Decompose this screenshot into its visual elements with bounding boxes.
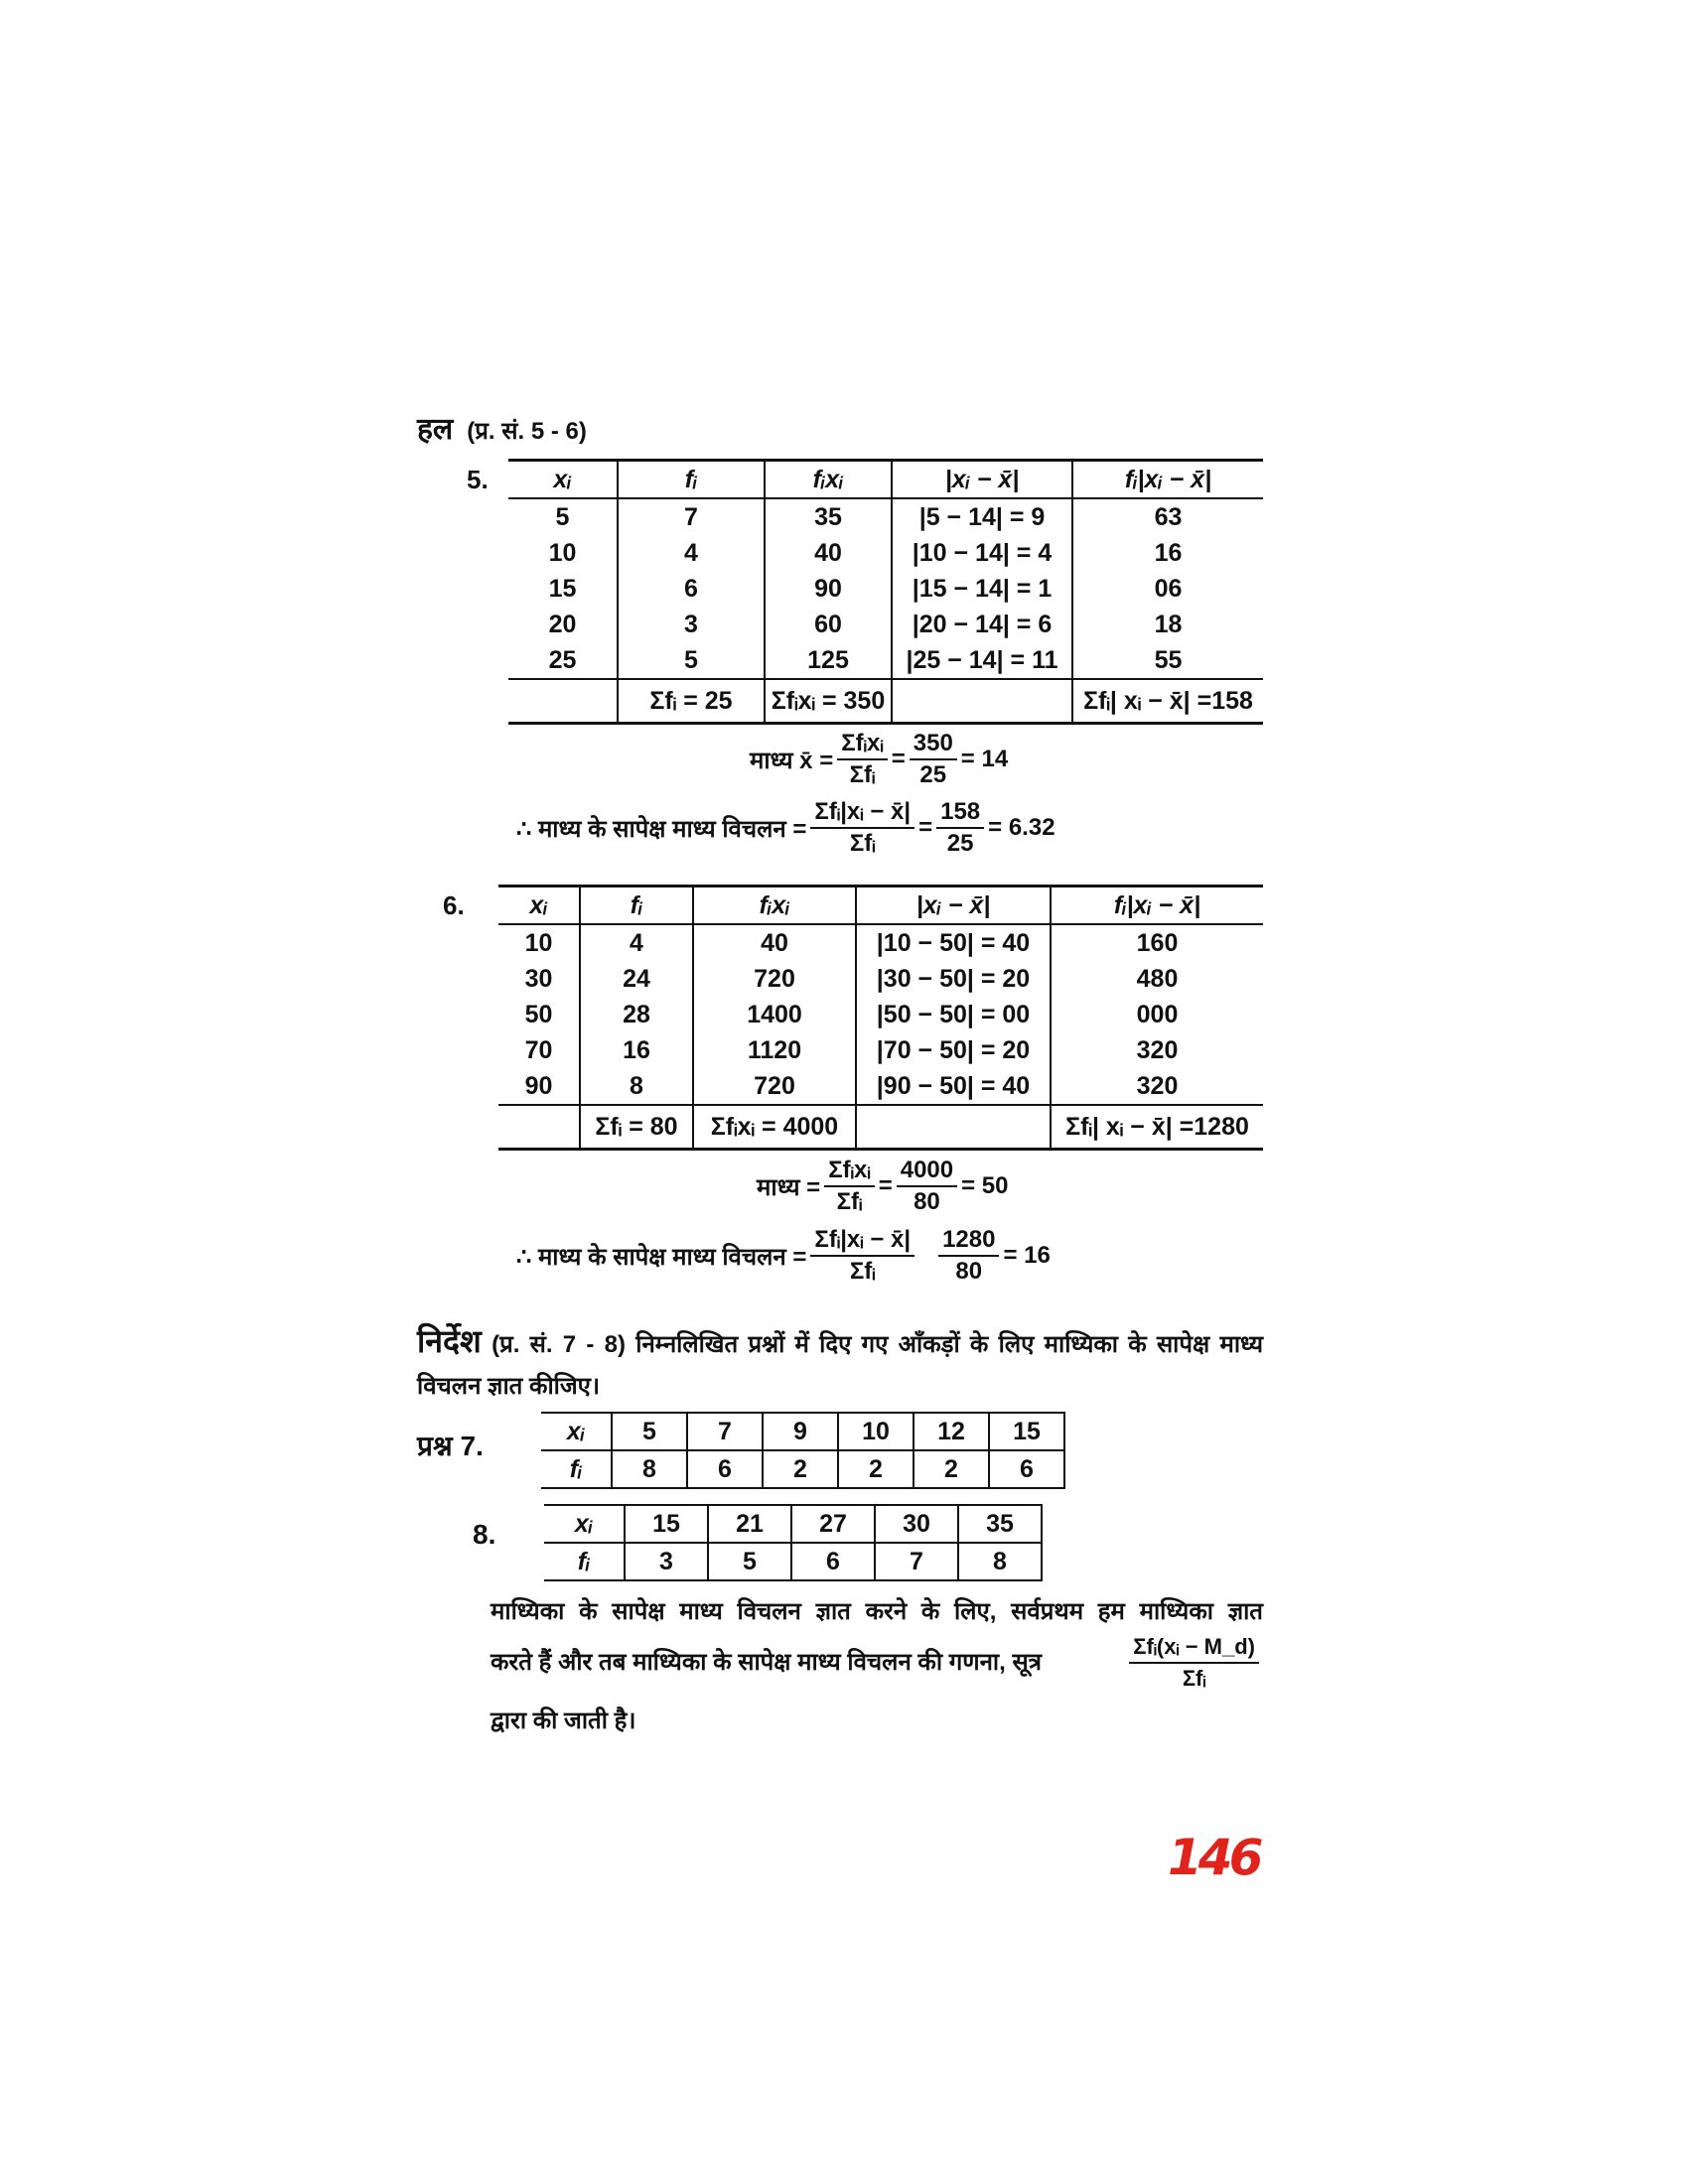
fraction-numerator: Σfᵢ|xᵢ − x̄| (810, 1225, 914, 1257)
directions-text: (प्र. सं. 7 - 8) निम्नलिखित प्रश्नों में दिए गए आँकड़ों के लिए माध्यिका के सापेक्ष माध्य विचलन ज्ञात कीजिए। (417, 1331, 1263, 1400)
table-cell: |25 − 14| = 11 (892, 642, 1072, 679)
grid-cell: 8 (958, 1543, 1042, 1580)
sum-cell (856, 1105, 1051, 1150)
fraction-numerator: Σfᵢ|xᵢ − x̄| (810, 797, 914, 829)
table-cell: 125 (765, 642, 892, 679)
sum-cell (892, 679, 1072, 724)
table-cell: 4 (580, 924, 693, 961)
table-cell: 90 (524, 1071, 553, 1100)
grid-cell: 8 (612, 1450, 687, 1488)
header-cell: fᵢ|xᵢ − x̄| (1051, 887, 1263, 925)
fraction-denominator: Σfᵢ (836, 1188, 863, 1215)
fraction-denominator: Σfᵢ (1182, 1666, 1206, 1691)
table-cell: 10 (524, 928, 553, 957)
explanation-line-2-wrap (491, 1632, 1263, 1694)
table-cell: |70 − 50| = 20 (856, 1032, 1051, 1068)
header-cell: |xᵢ − x̄| (892, 461, 1072, 499)
table-cell: 8 (580, 1068, 693, 1105)
table-cell: 5 (555, 502, 570, 531)
header-cell: fᵢxᵢ (693, 887, 856, 925)
table-cell: 3 (618, 607, 765, 642)
equals-sign: = (878, 1172, 893, 1199)
fraction-numerator: 158 (936, 797, 984, 829)
grid-cell: 3 (625, 1543, 708, 1580)
explanation-line-3: द्वारा की जाती है। (491, 1707, 636, 1734)
mean-label: माध्य x̄ = (750, 747, 834, 774)
fraction-denominator: Σfᵢ (849, 761, 876, 788)
grid-cell: 5 (612, 1413, 687, 1450)
q6-number: 6. (443, 890, 465, 920)
fraction (910, 729, 957, 790)
table-row (508, 498, 1263, 535)
table-cell: 18 (1072, 607, 1263, 642)
grid-cell: 27 (791, 1505, 875, 1543)
header-cell: xᵢ (498, 887, 580, 925)
grid-cell: 6 (989, 1450, 1064, 1488)
table-cell: 4 (618, 535, 765, 571)
table-row (541, 1450, 1064, 1488)
table-cell: 15 (548, 574, 577, 603)
fraction-numerator: Σfᵢxᵢ (837, 729, 888, 760)
grid-cell: 7 (687, 1413, 763, 1450)
table-row (508, 607, 1263, 642)
x-head: xᵢ (541, 1413, 612, 1450)
table-cell: 28 (580, 997, 693, 1032)
table-cell: 60 (765, 607, 892, 642)
table-cell: |50 − 50| = 00 (856, 997, 1051, 1032)
fraction (824, 1156, 875, 1217)
header-cell: xᵢ (508, 461, 618, 499)
table-cell: 24 (580, 961, 693, 997)
solution-heading (417, 407, 587, 448)
explanation-line-2: करते हैं और तब माध्यिका के सापेक्ष माध्य विचलन की गणना, सूत्र (491, 1649, 1042, 1676)
table-cell: 35 (765, 498, 892, 535)
grid-cell: 2 (838, 1450, 914, 1488)
solution-ref: (प्र. सं. 5 - 6) (467, 418, 587, 445)
table-cell: 320 (1051, 1068, 1263, 1105)
grid-cell: 5 (708, 1543, 791, 1580)
equals-sign: = (891, 746, 906, 772)
q8-table (544, 1504, 1043, 1581)
table-cell: 10 (548, 538, 577, 567)
grid-cell: 35 (958, 1505, 1042, 1543)
md-result: = 6.32 (988, 814, 1055, 841)
x-head: xᵢ (544, 1505, 625, 1543)
table-sum-row (508, 679, 1263, 724)
grid-cell: 2 (914, 1450, 989, 1488)
fraction-denominator: 25 (919, 761, 947, 788)
fraction-denominator: 80 (955, 1258, 983, 1285)
grid-cell: 12 (914, 1413, 989, 1450)
table-cell: 40 (693, 924, 856, 961)
grid-cell: 30 (875, 1505, 958, 1543)
fraction (810, 797, 914, 859)
fraction-numerator: Σfᵢxᵢ (824, 1156, 875, 1187)
fraction (938, 1225, 999, 1287)
q5-table (508, 459, 1263, 725)
table-cell: 20 (548, 610, 577, 638)
fraction (897, 1156, 957, 1217)
fraction (936, 797, 984, 859)
mean-label: माध्य = (757, 1173, 821, 1201)
table-cell: |10 − 50| = 40 (856, 924, 1051, 961)
q7-table (541, 1412, 1065, 1489)
q6-mean-formula (757, 1156, 1009, 1217)
equals-sign: = (918, 814, 933, 841)
table-cell: 50 (524, 1000, 553, 1028)
md-label: ∴ माध्य के सापेक्ष माध्य विचलन = (516, 815, 807, 843)
q5-md-formula (516, 797, 1055, 859)
table-cell: |20 − 14| = 6 (892, 607, 1072, 642)
grid-cell: 10 (838, 1413, 914, 1450)
header-cell: fᵢ (618, 461, 765, 499)
explanation (491, 1592, 1263, 1741)
grid-cell: 15 (989, 1413, 1064, 1450)
sum-cell: Σfᵢ = 80 (580, 1105, 693, 1150)
grid-cell: 2 (763, 1450, 838, 1488)
table-row (498, 1068, 1263, 1105)
table-cell: 30 (524, 964, 553, 993)
table-cell: 720 (693, 961, 856, 997)
table-row (508, 642, 1263, 679)
fraction-denominator: Σfᵢ (849, 830, 876, 857)
table-cell: 90 (765, 571, 892, 607)
md-result: = 16 (1003, 1242, 1051, 1269)
q5-mean-formula (750, 729, 1008, 790)
table-cell: 06 (1072, 571, 1263, 607)
sum-cell: Σfᵢxᵢ = 4000 (693, 1105, 856, 1150)
table-cell: 55 (1072, 642, 1263, 679)
grid-cell: 7 (875, 1543, 958, 1580)
table-row (541, 1413, 1064, 1450)
grid-cell: 6 (687, 1450, 763, 1488)
f-head: fᵢ (544, 1543, 625, 1580)
sum-cell: Σfᵢxᵢ = 350 (765, 679, 892, 724)
grid-cell: 6 (791, 1543, 875, 1580)
table-row (498, 1032, 1263, 1068)
fraction-denominator: Σfᵢ (849, 1258, 876, 1285)
table-row (508, 571, 1263, 607)
header-cell: |xᵢ − x̄| (856, 887, 1051, 925)
grid-cell: 21 (708, 1505, 791, 1543)
grid-cell: 15 (625, 1505, 708, 1543)
table-cell: 720 (693, 1068, 856, 1105)
q8-label: 8. (473, 1519, 496, 1550)
table-row (544, 1543, 1042, 1580)
table-cell: 6 (618, 571, 765, 607)
header-cell: fᵢxᵢ (765, 461, 892, 499)
sum-cell (498, 1105, 580, 1150)
table-header-row (508, 461, 1263, 499)
table-cell: 16 (1072, 535, 1263, 571)
mean-result: = 50 (961, 1172, 1009, 1199)
table-row (498, 961, 1263, 997)
table-cell: 320 (1051, 1032, 1263, 1068)
table-cell: 40 (765, 535, 892, 571)
table-row (498, 997, 1263, 1032)
solution-label: हल (417, 413, 454, 446)
table-cell: 7 (618, 498, 765, 535)
sum-cell: Σfᵢ| xᵢ − x̄| =158 (1072, 679, 1263, 724)
q7-label: प्रश्न 7. (417, 1431, 484, 1461)
directions-label: निर्देश (417, 1323, 482, 1359)
page-number: 146 (1168, 1829, 1260, 1886)
table-cell: |30 − 50| = 20 (856, 961, 1051, 997)
table-cell: |15 − 14| = 1 (892, 571, 1072, 607)
table-cell: 160 (1051, 924, 1263, 961)
q6-md-formula (516, 1225, 1051, 1287)
table-cell: |90 − 50| = 40 (856, 1068, 1051, 1105)
sum-cell: Σfᵢ = 25 (618, 679, 765, 724)
table-cell: 70 (524, 1035, 553, 1064)
table-cell: 000 (1051, 997, 1263, 1032)
table-row (544, 1505, 1042, 1543)
fraction (837, 729, 888, 790)
table-sum-row (498, 1105, 1263, 1150)
fraction-numerator: Σfᵢ(xᵢ − M_d) (1129, 1632, 1259, 1664)
header-cell: fᵢ|xᵢ − x̄| (1072, 461, 1263, 499)
formula-fraction (1129, 1632, 1259, 1694)
table-cell: 25 (548, 645, 577, 674)
table-cell: 5 (618, 642, 765, 679)
fraction (810, 1225, 914, 1287)
f-head: fᵢ (541, 1450, 612, 1488)
q6-table (498, 885, 1263, 1151)
table-cell: 1120 (693, 1032, 856, 1068)
md-label: ∴ माध्य के सापेक्ष माध्य विचलन = (516, 1243, 807, 1271)
fraction-numerator: 4000 (897, 1156, 957, 1187)
table-row (508, 535, 1263, 571)
table-cell: 63 (1072, 498, 1263, 535)
table-cell: |5 − 14| = 9 (892, 498, 1072, 535)
directions (417, 1320, 1263, 1408)
table-cell: 1400 (693, 997, 856, 1032)
explanation-line-1: माध्यिका के सापेक्ष माध्य विचलन ज्ञात करने के लिए, सर्वप्रथम हम माध्यिका ज्ञात (491, 1598, 1263, 1625)
table-row (498, 924, 1263, 961)
table-cell: |10 − 14| = 4 (892, 535, 1072, 571)
sum-cell: Σfᵢ| xᵢ − x̄| =1280 (1051, 1105, 1263, 1150)
fraction-numerator: 1280 (938, 1225, 999, 1257)
table-cell: 480 (1051, 961, 1263, 997)
table-cell: 16 (580, 1032, 693, 1068)
table-header-row (498, 887, 1263, 925)
sum-cell (508, 679, 618, 724)
grid-cell: 9 (763, 1413, 838, 1450)
fraction-numerator: 350 (910, 729, 957, 760)
mean-result: = 14 (960, 746, 1009, 772)
header-cell: fᵢ (580, 887, 693, 925)
fraction-denominator: 80 (914, 1188, 940, 1215)
fraction-denominator: 25 (946, 830, 974, 857)
q5-number: 5. (467, 465, 489, 494)
